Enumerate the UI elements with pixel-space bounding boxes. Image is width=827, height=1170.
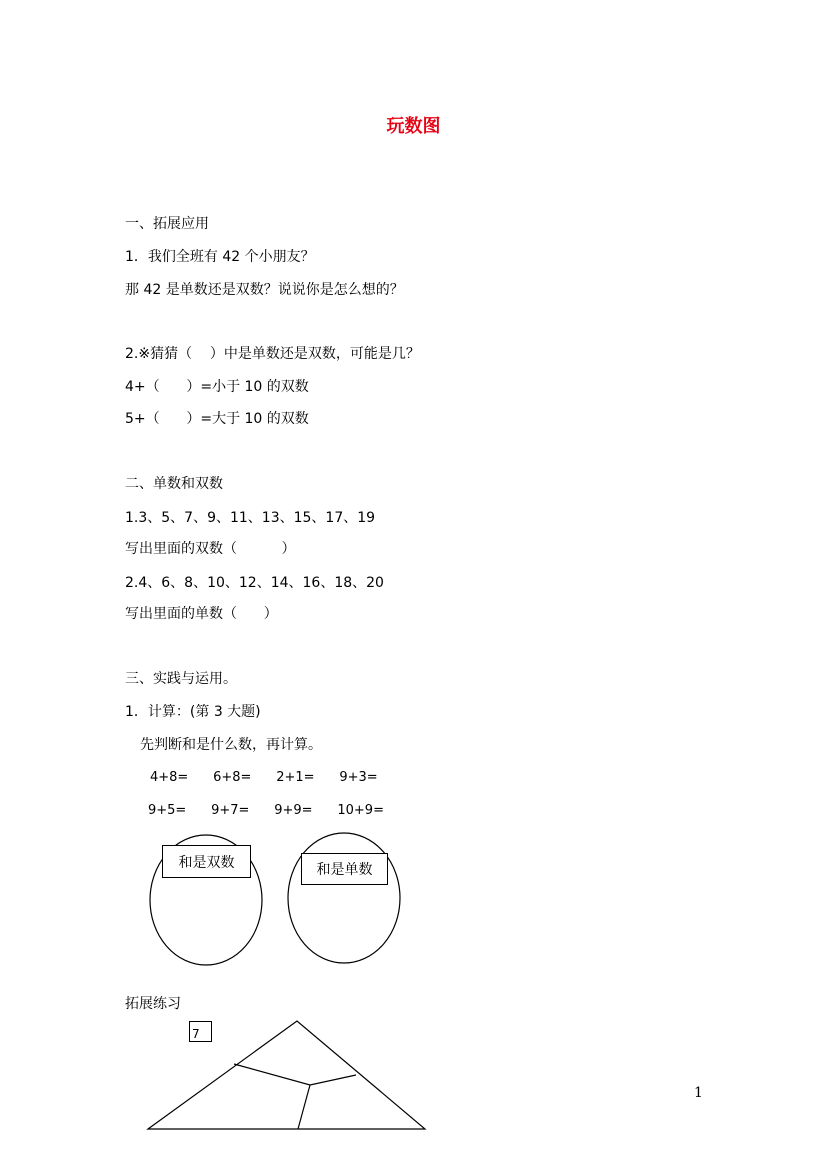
instruction: 先判断和是什么数，再计算。 — [140, 737, 322, 753]
question-2-line-1: 2.※猜猜（ ）中是单数还是双数，可能是几？ — [125, 346, 420, 362]
page-title: 玩数图 — [386, 116, 441, 137]
question-1-line-1: 1．我们全班有 42 个小朋友？ — [125, 249, 315, 265]
prompt-1: 写出里面的双数（ ） — [125, 541, 296, 557]
odd-set-label-box — [301, 853, 388, 885]
number-box-value: 7 — [192, 1027, 200, 1041]
odd-set-label: 和是单数 — [316, 862, 373, 878]
triangle-divider-lower — [298, 1085, 310, 1129]
item-1: 1．计算：(第 3 大题) — [125, 704, 261, 720]
number-list-2: 2.4、6、8、10、12、14、16、18、20 — [125, 575, 384, 591]
section-heading-3: 三、实践与运用。 — [125, 671, 237, 687]
number-box-7 — [189, 1021, 212, 1042]
section-heading-1: 一、拓展应用 — [125, 216, 209, 232]
question-2-line-2: 4+（ ）=小于 10 的双数 — [125, 379, 309, 395]
even-set-label: 和是双数 — [178, 854, 235, 871]
equation-row-2: 9+5= 9+7= 9+9= 10+9= — [148, 803, 384, 818]
number-list-1: 1.3、5、7、9、11、13、15、17、19 — [125, 510, 376, 526]
extension-heading: 拓展练习 — [125, 996, 181, 1012]
prompt-2: 写出里面的单数（ ） — [125, 606, 278, 622]
triangle-divider-upper — [234, 1064, 356, 1085]
page-number: 1 — [694, 1085, 703, 1101]
question-2-line-3: 5+（ ）=大于 10 的双数 — [125, 411, 309, 427]
equation-row-1: 4+8= 6+8= 2+1= 9+3= — [150, 770, 378, 785]
even-set-label-box — [162, 845, 251, 878]
question-1-line-2: 那 42 是单数还是双数？说说你是怎么想的？ — [125, 282, 404, 298]
section-heading-2: 二、单数和双数 — [125, 476, 223, 492]
